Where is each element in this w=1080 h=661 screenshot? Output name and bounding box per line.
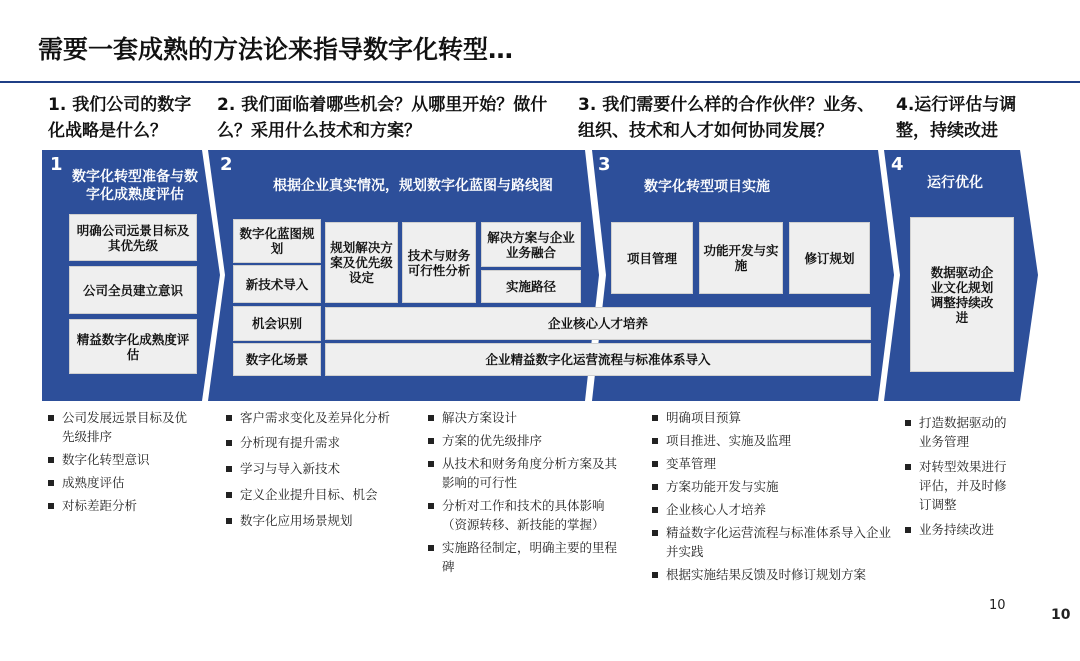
list-item: 企业核心人才培养 [650,500,895,519]
phase-1-awareness-box: 公司全员建立意识 [69,266,197,314]
phase-4-number: 4 [891,154,904,175]
list-item: 从技术和财务角度分析方案及其影响的可行性 [426,454,626,492]
phase-2-title: 根据企业真实情况，规划数字化蓝图与路线图 [273,178,553,194]
bullets-phase-1 [46,408,196,515]
phase-1-title: 数字化转型准备与数字化成熟度评估 [72,169,198,203]
list-item: 方案功能开发与实施 [650,477,895,496]
title-divider [0,81,1080,83]
list-item: 数字化应用场景规划 [224,511,424,530]
phase-1-maturity-box: 精益数字化成熟度评估 [69,319,197,374]
list-item: 变革管理 [650,454,895,473]
digital-scenario-box: 数字化场景 [233,343,321,376]
list-item: 解决方案设计 [426,408,626,427]
opportunity-box: 机会识别 [233,306,321,341]
list-item: 客户需求变化及差异化分析 [224,408,424,427]
list-item: 定义企业提升目标、机会 [224,485,424,504]
bullets-phase-3 [650,408,895,584]
page-number: 10 [1051,607,1071,623]
phase-3-number: 3 [598,154,611,175]
function-dev-box: 功能开发与实施 [699,222,783,294]
blueprint-box: 数字化蓝图规划 [233,219,321,263]
phase-2-number: 2 [220,154,233,175]
list-item: 根据实施结果反馈及时修订规划方案 [650,565,895,584]
list-item: 成熟度评估 [46,473,196,492]
phase-1-vision-box: 明确公司远景目标及其优先级 [69,214,197,261]
list-item: 实施路径制定，明确主要的里程碑 [426,538,626,576]
question-4: 4.运行评估与调整，持续改进 [896,95,1017,141]
implementation-path-box: 实施路径 [481,270,581,303]
list-item: 明确项目预算 [650,408,895,427]
solution-fusion-box: 解决方案与企业业务融合 [481,222,581,267]
page-number-small: 10 [989,598,1006,613]
bullets-phase-2 [224,408,424,530]
bullets-phase-4 [903,413,1011,539]
question-1: 1. 我们公司的数字化战略是什么？ [48,95,192,141]
phase-3-title: 数字化转型项目实施 [644,179,770,195]
question-3: 3. 我们需要什么样的合作伙伴？业务、组织、技术和人才如何协同发展？ [578,95,875,141]
revise-plan-box: 修订规划 [789,222,870,294]
list-item: 打造数据驱动的业务管理 [903,413,1011,451]
list-item: 精益数字化运营流程与标准体系导入企业并实践 [650,523,895,561]
phase-1-number: 1 [50,154,63,175]
data-driven-box: 数据驱动企业文化规划调整持续改进 [910,217,1014,372]
new-tech-box: 新技术导入 [233,265,321,303]
page-title: 需要一套成熟的方法论来指导数字化转型… [38,35,514,64]
project-management-box: 项目管理 [611,222,693,294]
list-item: 业务持续改进 [903,520,1011,539]
list-item: 分析现有提升需求 [224,433,424,452]
list-item: 对标差距分析 [46,496,196,515]
bullets-phase-2b [426,408,626,576]
feasibility-box: 技术与财务可行性分析 [402,222,476,303]
list-item: 数字化转型意识 [46,450,196,469]
question-2: 2. 我们面临着哪些机会？从哪里开始？做什么？采用什么技术和方案？ [217,95,548,141]
list-item: 公司发展远景目标及优先级排序 [46,408,196,446]
list-item: 学习与导入新技术 [224,459,424,478]
phase-4-title: 运行优化 [927,175,983,191]
list-item: 对转型效果进行评估，并及时修订调整 [903,457,1011,514]
solution-priority-box: 规划解决方案及优先级设定 [325,222,398,303]
list-item: 分析对工作和技术的具体影响（资源转移、新技能的掌握） [426,496,626,534]
list-item: 项目推进、实施及监理 [650,431,895,450]
list-item: 方案的优先级排序 [426,431,626,450]
core-talent-bar: 企业核心人才培养 [325,307,871,340]
lean-process-bar: 企业精益数字化运营流程与标准体系导入 [325,343,871,376]
